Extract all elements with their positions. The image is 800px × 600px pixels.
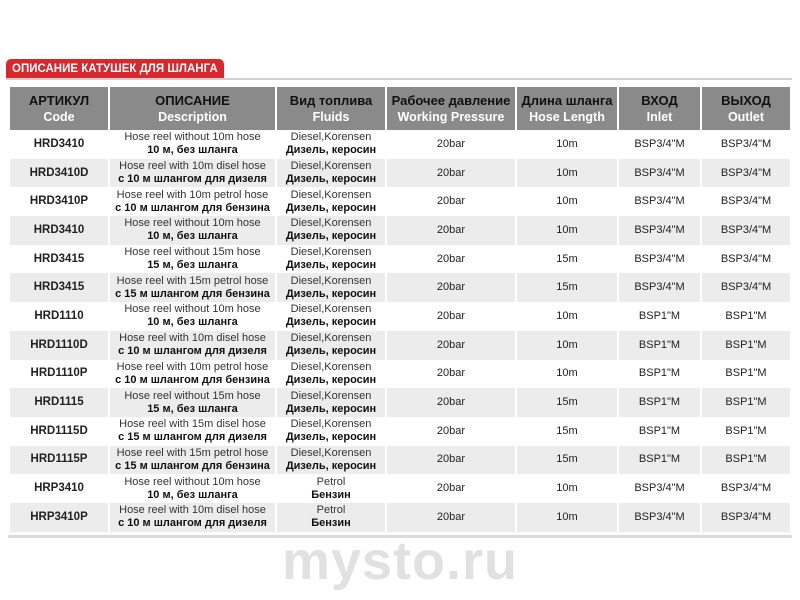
cell-description xyxy=(110,331,275,360)
cell-code: HRD1110D xyxy=(10,331,108,360)
fluid-en: Diesel,Korensen xyxy=(290,246,372,259)
fluid-ru: Бензин xyxy=(311,517,351,530)
description-en: Hose reel with 15m disel hose xyxy=(119,418,266,431)
fluid-en: Diesel,Korensen xyxy=(290,418,372,431)
description-en: Hose reel with 15m petrol hose xyxy=(116,274,269,287)
header-ru: ВХОД xyxy=(641,93,678,108)
cell-inlet: BSP3/4"M xyxy=(619,503,700,532)
fluid-ru: Дизель, керосин xyxy=(285,144,377,157)
fluid-en: Diesel,Korensen xyxy=(290,446,372,459)
cell-pressure: 20bar xyxy=(387,446,515,475)
cell-code: HRP3410P xyxy=(10,503,108,532)
cell-description xyxy=(110,245,275,274)
cell-fluids xyxy=(277,474,385,503)
cell-fluids xyxy=(277,331,385,360)
cell-description xyxy=(110,474,275,503)
cell-description xyxy=(110,302,275,331)
cell-code: HRD3415 xyxy=(33,252,85,265)
cell-outlet: BSP3/4"M xyxy=(702,159,790,188)
description-ru: 10 м, без шланга xyxy=(147,144,238,157)
table-row xyxy=(10,273,790,302)
cell-inlet: BSP3/4"M xyxy=(634,252,685,265)
fluid-en: Diesel,Korensen xyxy=(290,360,372,373)
cell-length: 15m xyxy=(556,252,578,265)
cell-code: HRD1115 xyxy=(10,388,108,417)
cell-outlet: BSP3/4"M xyxy=(702,216,790,245)
cell-code: HRD3415 xyxy=(10,273,108,302)
watermark: mysto.ru xyxy=(281,531,519,591)
header-code xyxy=(10,87,108,130)
header-ru: Вид топлива xyxy=(289,93,373,108)
cell-fluids xyxy=(277,446,385,475)
description-en: Hose reel with 10m petrol hose xyxy=(116,188,269,201)
table-row xyxy=(10,216,790,245)
banner-divider xyxy=(6,78,792,80)
description-en: Hose reel with 15m petrol hose xyxy=(116,446,269,459)
cell-description xyxy=(110,388,275,417)
description-ru: с 10 м шлангом для дизеля xyxy=(118,345,267,358)
cell-length: 10m xyxy=(556,482,578,495)
table-row xyxy=(10,159,790,188)
cell-length: 15m xyxy=(556,424,578,437)
fluid-ru: Дизель, керосин xyxy=(285,259,377,272)
description-en: Hose reel without 10m hose xyxy=(124,475,261,488)
cell-code: HRD1115D xyxy=(30,424,88,437)
description-en: Hose reel without 10m hose xyxy=(124,217,261,230)
cell-pressure: 20bar xyxy=(436,252,466,265)
header-en: Fluids xyxy=(312,110,350,124)
cell-code: HRD3410P xyxy=(29,195,89,208)
fluid-ru: Дизель, керосин xyxy=(285,316,377,329)
fluid-en: Diesel,Korensen xyxy=(290,131,372,144)
table-row xyxy=(10,302,790,331)
cell-description xyxy=(110,273,275,302)
cell-inlet: BSP3/4"M xyxy=(619,216,700,245)
table-row xyxy=(10,331,790,360)
fluid-en: Diesel,Korensen xyxy=(290,389,372,402)
cell-pressure: 20bar xyxy=(387,331,515,360)
cell-length: 10m xyxy=(517,159,617,188)
table-body xyxy=(10,130,790,532)
header-ru: Рабочее давление xyxy=(391,93,511,108)
cell-code: HRD1110P xyxy=(30,367,88,380)
cell-fluids xyxy=(277,302,385,331)
description-ru: 10 м, без шланга xyxy=(147,230,238,243)
cell-inlet: BSP1"M xyxy=(619,446,700,475)
fluid-ru: Дизель, керосин xyxy=(285,201,377,214)
cell-length: 10m xyxy=(556,195,578,208)
fluid-en: Diesel,Korensen xyxy=(290,303,372,316)
description-ru: с 10 м шлангом для дизеля xyxy=(118,173,267,186)
cell-fluids xyxy=(277,503,385,532)
table-row xyxy=(10,130,790,159)
description-ru: 10 м, без шланга xyxy=(147,316,238,329)
header-ru: ВЫХОД xyxy=(721,93,771,108)
cell-length: 10m xyxy=(556,309,578,322)
description-ru: с 15 м шлангом для дизеля xyxy=(118,431,267,444)
cell-outlet: BSP1"M xyxy=(725,424,767,437)
cell-fluids xyxy=(277,245,385,274)
header-length xyxy=(517,87,617,130)
description-ru: 15 м, без шланга xyxy=(147,402,238,415)
header-ru: АРТИКУЛ xyxy=(28,93,90,108)
cell-length: 10m xyxy=(517,216,617,245)
header-en: Hose Length xyxy=(529,110,605,124)
cell-description xyxy=(110,216,275,245)
fluid-en: Diesel,Korensen xyxy=(290,217,372,230)
cell-pressure: 20bar xyxy=(436,482,466,495)
description-en: Hose reel with 10m petrol hose xyxy=(116,360,269,373)
cell-outlet: BSP3/4"M xyxy=(720,195,772,208)
cell-outlet: BSP3/4"M xyxy=(720,137,772,150)
cell-length: 10m xyxy=(556,367,578,380)
cell-pressure: 20bar xyxy=(387,159,515,188)
cell-description xyxy=(110,360,275,389)
cell-inlet: BSP3/4"M xyxy=(634,137,685,150)
cell-description xyxy=(110,159,275,188)
header-ru: ОПИСАНИЕ xyxy=(155,93,230,108)
cell-code: HRD1110 xyxy=(34,309,84,322)
header-fluids xyxy=(277,87,385,130)
fluid-ru: Бензин xyxy=(311,488,351,501)
cell-length: 10m xyxy=(517,503,617,532)
cell-pressure: 20bar xyxy=(436,309,466,322)
cell-pressure: 20bar xyxy=(436,137,466,150)
fluid-en: Diesel,Korensen xyxy=(290,160,372,173)
hose-reel-table xyxy=(8,87,792,532)
description-en: Hose reel without 10m hose xyxy=(124,303,261,316)
cell-description xyxy=(110,446,275,475)
fluid-ru: Дизель, керосин xyxy=(285,459,377,472)
table-row xyxy=(10,388,790,417)
fluid-ru: Дизель, керосин xyxy=(285,173,377,186)
cell-inlet: BSP3/4"M xyxy=(619,273,700,302)
cell-inlet: BSP3/4"M xyxy=(634,482,685,495)
description-en: Hose reel with 10m disel hose xyxy=(119,504,266,517)
header-pressure xyxy=(387,87,515,130)
cell-outlet: BSP3/4"M xyxy=(720,252,772,265)
cell-fluids xyxy=(277,130,385,159)
fluid-ru: Дизель, керосин xyxy=(285,230,377,243)
cell-code: HRD3410 xyxy=(33,137,85,150)
cell-pressure: 20bar xyxy=(387,216,515,245)
cell-code: HRD3410D xyxy=(10,159,108,188)
cell-pressure: 20bar xyxy=(436,367,466,380)
header-en: Code xyxy=(43,110,75,124)
fluid-en: Petrol xyxy=(316,475,346,488)
cell-length: 10m xyxy=(517,331,617,360)
cell-fluids xyxy=(277,216,385,245)
header-outlet xyxy=(702,87,790,130)
description-ru: с 10 м шлангом для бензина xyxy=(115,373,270,386)
cell-description xyxy=(110,130,275,159)
cell-fluids xyxy=(277,187,385,216)
cell-fluids xyxy=(277,273,385,302)
cell-fluids xyxy=(277,159,385,188)
cell-inlet: BSP3/4"M xyxy=(634,195,685,208)
cell-inlet: BSP1"M xyxy=(619,331,700,360)
header-en: Inlet xyxy=(646,110,673,124)
cell-length: 15m xyxy=(517,446,617,475)
description-ru: 15 м, без шланга xyxy=(147,259,238,272)
cell-outlet: BSP1"M xyxy=(725,367,767,380)
cell-pressure: 20bar xyxy=(436,424,466,437)
cell-description xyxy=(110,503,275,532)
description-ru: с 10 м шлангом для дизеля xyxy=(118,517,267,530)
header-en: Working Pressure xyxy=(397,110,505,124)
cell-inlet: BSP1"M xyxy=(638,309,681,322)
header-description xyxy=(110,87,275,130)
description-ru: с 15 м шлангом для бензина xyxy=(115,459,270,472)
cell-inlet: BSP1"M xyxy=(619,388,700,417)
cell-length: 15m xyxy=(517,273,617,302)
cell-fluids xyxy=(277,388,385,417)
cell-outlet: BSP1"M xyxy=(702,388,790,417)
table-row xyxy=(10,245,790,274)
fluid-ru: Дизель, керосин xyxy=(285,402,377,415)
description-en: Hose reel without 10m hose xyxy=(124,131,261,144)
fluid-ru: Дизель, керосин xyxy=(285,287,377,300)
fluid-ru: Дизель, керосин xyxy=(285,431,377,444)
cell-inlet: BSP1"M xyxy=(638,424,681,437)
cell-description xyxy=(110,187,275,216)
table-row xyxy=(10,474,790,503)
cell-pressure: 20bar xyxy=(436,195,466,208)
cell-pressure: 20bar xyxy=(387,273,515,302)
cell-inlet: BSP1"M xyxy=(638,367,681,380)
fluid-en: Petrol xyxy=(316,504,346,517)
table-row xyxy=(10,446,790,475)
header-inlet xyxy=(619,87,700,130)
description-en: Hose reel without 15m hose xyxy=(124,246,261,259)
cell-fluids xyxy=(277,360,385,389)
table-row xyxy=(10,360,790,389)
table-row xyxy=(10,187,790,216)
cell-outlet: BSP1"M xyxy=(702,446,790,475)
cell-length: 10m xyxy=(556,137,578,150)
cell-outlet: BSP3/4"M xyxy=(720,482,772,495)
description-en: Hose reel without 15m hose xyxy=(124,389,261,402)
cell-code: HRD3410 xyxy=(10,216,108,245)
fluid-en: Diesel,Korensen xyxy=(290,274,372,287)
table-row xyxy=(10,503,790,532)
cell-code: HRD1115P xyxy=(10,446,108,475)
description-ru: 10 м, без шланга xyxy=(147,488,238,501)
header-ru: Длина шланга xyxy=(521,93,613,108)
description-en: Hose reel with 10m disel hose xyxy=(119,160,266,173)
cell-code: HRP3410 xyxy=(34,482,84,495)
description-en: Hose reel with 10m disel hose xyxy=(119,332,266,345)
header-en: Outlet xyxy=(727,110,765,124)
cell-length: 15m xyxy=(517,388,617,417)
table-header-row xyxy=(10,87,790,130)
cell-pressure: 20bar xyxy=(387,388,515,417)
description-ru: с 10 м шлангом для бензина xyxy=(115,201,270,214)
fluid-en: Diesel,Korensen xyxy=(290,188,372,201)
fluid-en: Diesel,Korensen xyxy=(290,332,372,345)
description-ru: с 15 м шлангом для бензина xyxy=(115,287,270,300)
cell-description xyxy=(110,417,275,446)
section-banner: ОПИСАНИЕ КАТУШЕК ДЛЯ ШЛАНГА xyxy=(6,59,224,79)
fluid-ru: Дизель, керосин xyxy=(285,373,377,386)
header-en: Description xyxy=(158,110,227,124)
cell-outlet: BSP1"M xyxy=(702,331,790,360)
cell-outlet: BSP3/4"M xyxy=(702,503,790,532)
cell-fluids xyxy=(277,417,385,446)
cell-outlet: BSP1"M xyxy=(725,309,767,322)
table-row xyxy=(10,417,790,446)
fluid-ru: Дизель, керосин xyxy=(285,345,377,358)
cell-pressure: 20bar xyxy=(387,503,515,532)
cell-inlet: BSP3/4"M xyxy=(619,159,700,188)
cell-outlet: BSP3/4"M xyxy=(702,273,790,302)
